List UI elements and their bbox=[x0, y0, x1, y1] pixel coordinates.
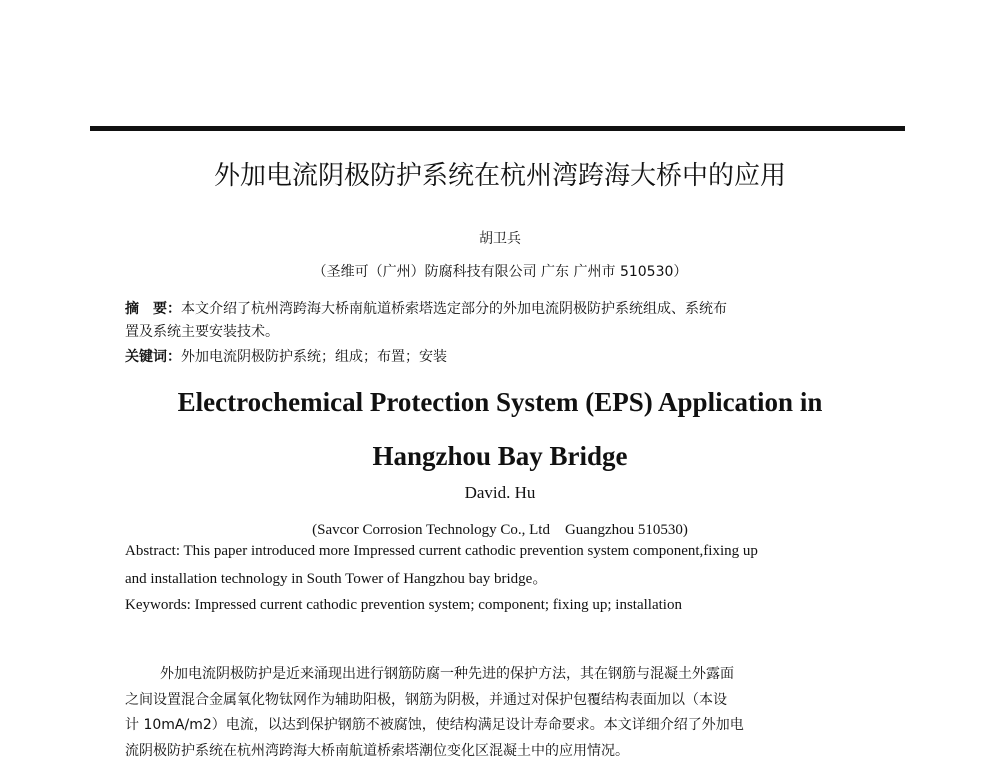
cn-affiliation: （圣维可（广州）防腐科技有限公司 广东 广州市 510530） bbox=[312, 264, 688, 280]
cn-author: 胡卫兵 bbox=[479, 231, 521, 247]
en-abstract-label: Abstract: bbox=[125, 543, 180, 559]
body-line-1: 外加电流阴极防护是近来涌现出进行钢筋防腐一种先进的保护方法，其在钢筋与混凝土外露面 bbox=[160, 666, 734, 682]
body-line-4: 流阴极防护系统在杭州湾跨海大桥南航道桥索塔潮位变化区混凝土中的应用情况。 bbox=[125, 743, 629, 759]
header-rule bbox=[90, 126, 905, 131]
en-abstract-line-1: Abstract: This paper introduced more Impressed current cathodic prevention system component,fixing up bbox=[125, 543, 758, 559]
body-line-2: 之间设置混合金属氧化物钛网作为辅助阳极，钢筋为阴极，并通过对保护包覆结构表面加以（本设 bbox=[125, 692, 727, 708]
cn-keywords: 关键词：外加电流阴极防护系统；组成；布置；安装 bbox=[125, 349, 447, 365]
cn-title: 外加电流阴极防护系统在杭州湾跨海大桥中的应用 bbox=[213, 161, 786, 191]
en-keywords-label: Keywords: bbox=[125, 597, 191, 613]
en-author: David. Hu bbox=[464, 483, 536, 502]
en-abstract-line-2: and installation technology in South Tower of Hangzhou bay bridge。 bbox=[125, 571, 548, 587]
cn-abstract-line-1: 摘 要：本文介绍了杭州湾跨海大桥南航道桥索塔选定部分的外加电流阴极防护系统组成、系统布 bbox=[125, 301, 727, 317]
en-affiliation: (Savcor Corrosion Technology Co., Ltd Guangzhou 510530) bbox=[312, 522, 688, 538]
en-title-line-1: Electrochemical Protection System (EPS) Application in bbox=[177, 387, 823, 417]
cn-abstract-line-2: 置及系统主要安装技术。 bbox=[125, 324, 279, 340]
cn-keywords-label: 关键词： bbox=[125, 349, 181, 365]
en-title-line-2: Hangzhou Bay Bridge bbox=[372, 441, 628, 471]
en-keywords: Keywords: Impressed current cathodic prevention system; component; fixing up; installation bbox=[125, 597, 682, 613]
cn-abstract-label: 摘 要： bbox=[125, 301, 181, 317]
body-line-3: 计 10mA/m2）电流，以达到保护钢筋不被腐蚀，使结构满足设计寿命要求。本文详细介绍了外加电 bbox=[125, 717, 744, 733]
